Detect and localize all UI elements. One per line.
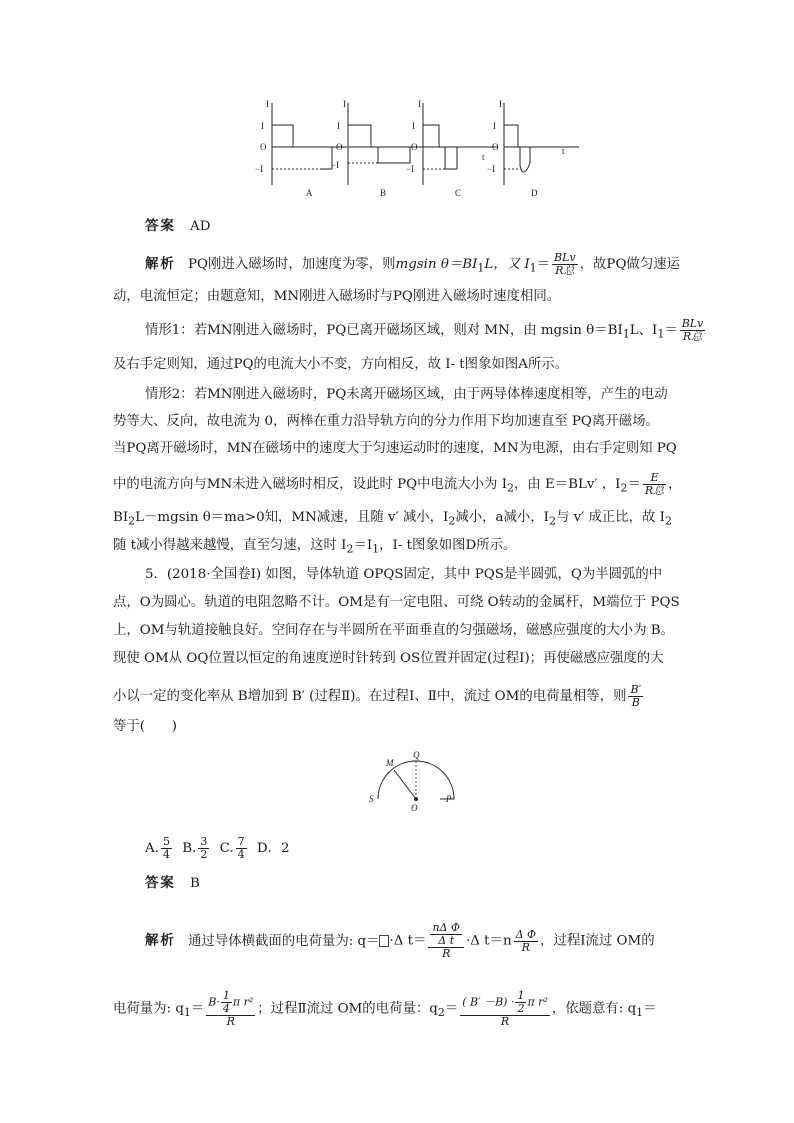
text: L－mgsin θ＝ma>0知，MN减速，且随 v′ 减小，I: [135, 510, 449, 525]
graph-d-neg: −I: [487, 164, 496, 174]
graph-d: [504, 103, 579, 185]
frac-num: 1: [222, 989, 230, 1002]
option-label: A.: [145, 841, 159, 856]
text: ，由 E＝BLv′ ，I: [513, 477, 621, 492]
fraction: [460, 990, 550, 1028]
problem-5-line-1: 5．(2018·全国卷Ⅰ) 如图，导体轨道 OPQS固定，其中 PQS是半圆弧，Q为半圆弧的中: [145, 567, 663, 582]
frac-den: 2: [517, 1002, 525, 1015]
analysis-1-line-1: 解析 PQ刚进入磁场时，加速度为零，则mgsin $\theta=BI_1L$，又 $I_1=$ $\frac{\text{BLv}}{\text{R总}}$ ，故PQ做匀速运: [145, 251, 680, 277]
answer-2: [145, 873, 200, 894]
fig-label-o: O: [411, 803, 418, 813]
text: sin θ＝BI: [416, 257, 478, 272]
text: B·: [208, 995, 220, 1009]
fraction: [514, 929, 538, 954]
option-c[interactable]: [219, 835, 249, 861]
case-2-line-6: 随 t减小得越来越慢，直至匀速，这时 $I_2=I_1$，I- t图象如图D所示。: [113, 538, 517, 556]
frac-num: [460, 990, 550, 1016]
case-1-line-2: 及右手定则知，通过PQ的电流大小不变，方向相反，故 I- t图象如图A所示。: [113, 357, 569, 372]
text: 电荷量为: q: [113, 1001, 184, 1017]
text: 与 v′ 成正比，故 I: [555, 510, 665, 525]
problem-5-line-5: [113, 684, 645, 709]
frac-num: B′: [630, 683, 642, 696]
frac-num: [428, 922, 464, 948]
problem-5-line-6: 等于( ): [113, 719, 178, 734]
graph-a-origin: O: [260, 142, 267, 152]
analysis-label: 解析: [145, 256, 176, 272]
fraction: [628, 684, 643, 709]
problem-5-line-2: 点，O为圆心。轨道的电阻忽略不计。OM是有一定电阻、可绕 O转动的金属杆，M端位于 PQS: [113, 595, 680, 610]
option-d[interactable]: D．2: [256, 841, 290, 856]
graph-c-xlabel: t: [482, 152, 485, 162]
text: ＝: [627, 477, 641, 492]
fraction: [206, 990, 255, 1028]
frac-den: B: [631, 696, 640, 709]
text: ＝: [643, 1001, 657, 1017]
text: ，依题意有: q: [551, 1001, 637, 1017]
fraction: [428, 922, 464, 960]
frac-num: 1: [517, 989, 525, 1002]
frac-num: [206, 990, 255, 1016]
frac-den: R: [226, 1015, 235, 1028]
option-label: C.: [219, 841, 234, 856]
frac-den: 4: [162, 848, 170, 861]
text: BI: [113, 510, 129, 525]
analysis-2-line-2: 电荷量为: $q_1=$ B· $\frac{1}{4}$ π r² R ；过程Ⅱ流过 OM的电荷量：$q_2=$ ( B′ －B) · $\frac{1}{2}$ π r² R ，依题意有: $q_1=$: [113, 989, 657, 1028]
answer-1: [145, 216, 210, 237]
text: 通过导体横截面的电荷量为: q＝: [188, 933, 380, 949]
frac-num: BLv: [681, 317, 704, 330]
text: 随 t减小得越来越慢，直至匀速，这时 I: [113, 538, 347, 553]
problem-5-options: [145, 836, 290, 861]
analysis-label: 解析: [145, 932, 176, 949]
text: ·Δ t＝n: [465, 933, 512, 949]
graph-b-ylabel: I: [343, 99, 346, 109]
graph-c-origin: O: [411, 142, 418, 152]
frac-num: E: [643, 472, 666, 485]
frac-den: R总: [644, 484, 665, 497]
graph-c-label: C: [455, 188, 462, 198]
frac-den: R: [521, 940, 530, 954]
text: ；过程Ⅱ流过 OM的电荷量：q: [257, 1001, 438, 1017]
graph-a-pos: I: [261, 121, 264, 131]
problem-5-line-4: 现使 OM从 OQ位置以恒定的角速度逆时针转到 OS位置并固定(过程Ⅰ)；再使磁感应强度的大: [113, 651, 664, 666]
graph-b-neg: −I: [331, 160, 340, 170]
text: PQ刚进入磁场时，加速度为零，则: [188, 257, 396, 272]
graph-d-origin: O: [492, 142, 499, 152]
graph-c-ylabel: I: [418, 99, 421, 109]
text: ·Δ t＝: [389, 933, 427, 949]
graph-d-ylabel: I: [499, 99, 502, 109]
text: 中的电流方向与MN未进入磁场时相反，设此时 PQ中电流大小为 I: [113, 477, 507, 492]
analysis-1-line-2: 动，电流恒定；由题意知，MN刚进入磁场时与PQ刚进入磁场时速度相同。: [113, 289, 561, 304]
answer-label: 答案: [145, 875, 176, 891]
frac-num: 7: [237, 835, 245, 848]
option-a[interactable]: [145, 835, 174, 861]
text: ( B′ －B) ·: [462, 995, 515, 1009]
text: ，过程Ⅰ流过 OM的: [540, 933, 655, 949]
text: ＝: [664, 323, 678, 338]
text: ，故PQ做匀速运: [579, 257, 680, 272]
text: ，: [668, 477, 682, 492]
fig-label-p: P: [446, 794, 452, 804]
case-2-line-3: 当PQ离开磁场时，MN在磁场中的速度大于匀速运动时的速度，MN为电源，由右手定则知 PQ: [113, 441, 677, 456]
frac-den: 4: [222, 1002, 230, 1015]
frac-num: 5: [162, 835, 170, 848]
frac-den: R: [442, 947, 451, 960]
fraction: [680, 318, 706, 343]
text: ＝I: [353, 538, 373, 553]
text: 减小，a减小，I: [455, 510, 549, 525]
option-label: B.: [182, 841, 197, 856]
frac-den: R总: [682, 330, 703, 343]
answer-value: B: [190, 876, 200, 891]
case-2-line-5: $BI_2L-mgsin$ θ＝ma>0知，MN减速，且随 v′ 减小，$I_2$减小，a减小，$I_2$与 v′ 成正比，故 $I_2$: [113, 510, 672, 528]
frac-num: 3: [200, 835, 208, 848]
case-1-line-1: 情形1：若MN刚进入磁场时，PQ已离开磁场区域，则对 MN，由 mgsin $\theta=BI_1L$、$I_1=$ $\frac{\text{BLv}}{\text{R总}}$: [145, 317, 704, 343]
frac-den: 4: [237, 848, 245, 861]
fraction: [198, 836, 209, 861]
fig-label-m: M: [386, 758, 394, 768]
frac-den: 2: [200, 848, 208, 861]
graph-b-label: B: [380, 188, 387, 198]
text: mg: [395, 257, 417, 272]
graph-b-pos: I: [337, 121, 340, 131]
text: 小以一定的变化率从 B增加到 B′ (过程Ⅱ)。在过程Ⅰ、Ⅱ中，流过 OM的电荷量相等，则: [113, 689, 627, 704]
fraction: [643, 472, 666, 497]
text: π r²: [527, 995, 548, 1009]
frac-den: R总: [555, 264, 575, 277]
graph-c-pos: I: [412, 121, 415, 131]
frac-num: BLv: [554, 251, 576, 264]
graph-d-pos: I: [493, 121, 496, 131]
fraction: [161, 836, 172, 861]
text: ，I- t图象如图D所示。: [379, 538, 517, 553]
graph-d-xlabel: t: [562, 146, 565, 156]
text: π r²: [232, 995, 254, 1009]
frac-num: nΔ Φ: [432, 921, 460, 934]
graph-a-neg: −I: [255, 164, 264, 174]
frac-num: Δ Φ: [515, 927, 537, 941]
problem-5-line-3: 上，OM与轨道接触良好。空间存在与半圆所在平面垂直的匀强磁场，磁感应强度的大小为 B。: [113, 623, 675, 638]
fraction: [236, 836, 247, 861]
text: L，又 I: [484, 257, 530, 272]
graph-a-ylabel: I: [266, 99, 269, 109]
graph-b-origin: O: [336, 142, 343, 152]
case-2-line-1: 情形2：若MN刚进入磁场时，PQ未离开磁场区域，由于两导体棒速度相等，产生的电动: [145, 387, 668, 402]
case-2-line-2: 势等大、反向，故电流为 0，两棒在重力沿导轨方向的分力作用下均加速直至 PQ离开磁场。: [113, 414, 659, 429]
analysis-2-line-1: [145, 922, 655, 960]
text: 情形1：若MN刚进入磁场时，PQ已离开磁场区域，则对 MN，由 mgsin θ＝BI: [145, 323, 623, 338]
fraction: [552, 252, 578, 277]
text: L、I: [629, 323, 658, 338]
graph-d-label: D: [531, 188, 538, 198]
placeholder-box-icon: [379, 935, 389, 947]
frac-den: Δ t: [438, 934, 455, 947]
fig-label-q: Q: [413, 750, 420, 760]
fig-label-s: S: [369, 794, 374, 804]
answer-value: AD: [190, 219, 211, 234]
graph-a-label: A: [306, 188, 313, 198]
case-2-line-4: 中的电流方向与MN未进入磁场时相反，设此时 PQ中电流大小为 $I_2$，由 E＝BLv′ ，$I_2=$ $\frac{E}{\text{R总}}$ ，: [113, 471, 682, 497]
graph-c-neg: −I: [406, 164, 415, 174]
option-b[interactable]: [182, 835, 211, 861]
answer-label: 答案: [145, 218, 176, 234]
frac-den: R: [500, 1015, 510, 1028]
